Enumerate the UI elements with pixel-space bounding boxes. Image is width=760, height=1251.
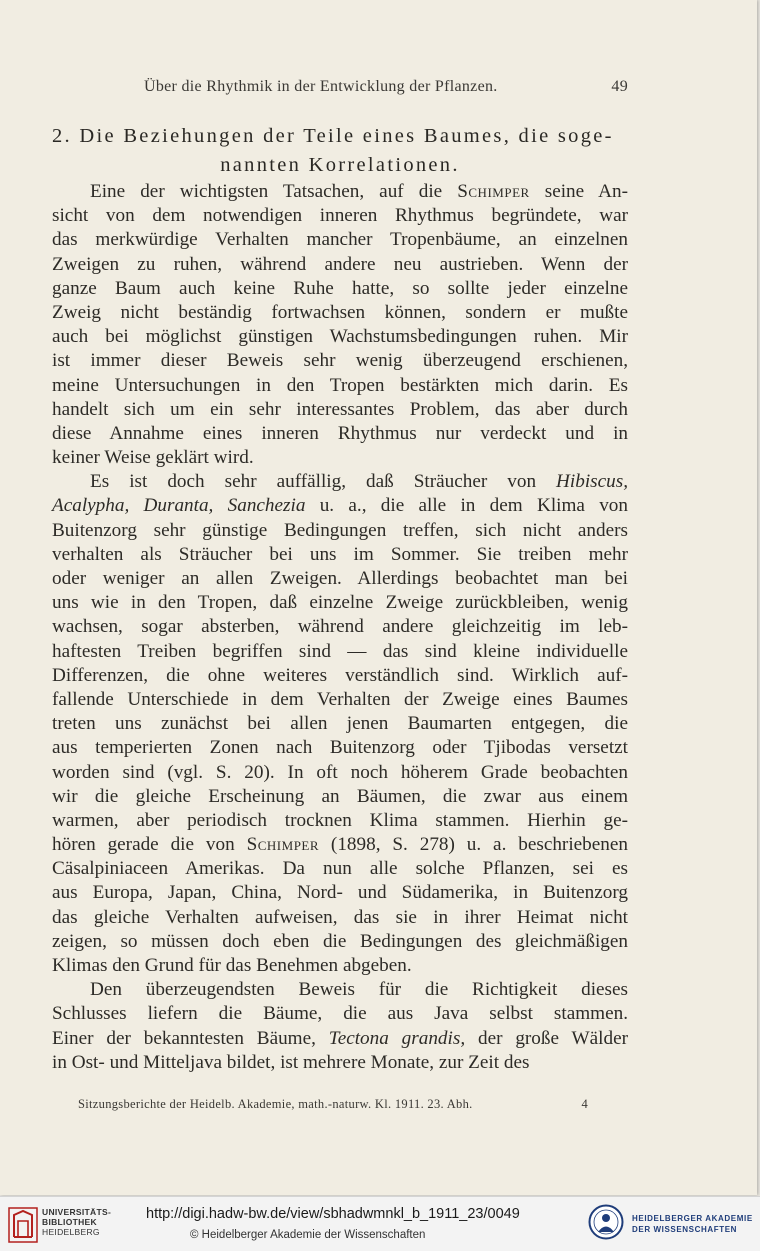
body-line	[52, 494, 628, 518]
body-line	[52, 253, 628, 277]
body-line	[52, 374, 628, 398]
text-run: worden sind (vgl. S. 20). In oft noch höherem Grade beobachten	[52, 761, 628, 783]
signature-mark: 4	[581, 1097, 588, 1111]
section-heading-line-2: nannten Korrelationen.	[220, 154, 460, 176]
text-run: Eine der wichtigsten Tatsachen, auf die	[90, 181, 458, 202]
text-run: das gleiche Verhalten aufweisen, das sie in ihrer Heimat nicht	[52, 906, 628, 928]
text-run: meine Untersuchungen in den Tropen bestärkten mich darin. Es	[52, 374, 628, 396]
text-run: in Ost- und Mitteljava bildet, ist mehrere Monate, zur Zeit des	[52, 1051, 530, 1073]
academy-seal-icon	[588, 1204, 624, 1240]
text-run: aus Europa, Japan, China, Nord- und Südamerika, in Buitenzorg	[52, 882, 628, 904]
university-library-name	[42, 1207, 111, 1237]
text-run: ganze Baum auch keine Ruhe hatte, so sollte jeder einzelne	[52, 277, 628, 299]
running-head	[52, 78, 628, 100]
body-text	[52, 180, 628, 1075]
body-line	[52, 664, 628, 688]
text-run: Zweig nicht beständig fortwachsen können, sondern er mußte	[52, 301, 628, 323]
text-run: (1898, S. 278) u. a. beschriebenen	[319, 834, 628, 856]
body-line	[52, 615, 628, 639]
body-line	[52, 785, 628, 809]
body-line	[52, 761, 628, 785]
text-run: sicht von dem notwendigen inneren Rhythmus begründete, war	[52, 205, 628, 227]
body-line	[52, 470, 628, 494]
viewer-footer-strip	[0, 1196, 760, 1251]
university-library-mark-icon	[8, 1207, 38, 1243]
body-line	[52, 881, 628, 905]
body-line	[52, 446, 628, 470]
text-run: Differenzen, die ohne weiteres verständlich sind. Wirklich auf-	[52, 664, 628, 686]
body-line	[52, 277, 628, 301]
taxon-name: Acalypha, Duranta, Sanchezia	[52, 495, 306, 517]
text-run: wir die gleiche Erscheinung an Bäumen, die zwar aus einem	[52, 785, 628, 807]
text-run: oder weniger an allen Zweigen. Allerdings beobachtet man bei	[52, 568, 628, 589]
body-line	[52, 1027, 628, 1051]
author-name: Schimper	[457, 181, 530, 202]
library-logo-line: HEIDELBERG	[42, 1227, 100, 1237]
text-run: Es ist doch sehr auffällig, daß Sträucher von	[90, 471, 557, 493]
text-run: fallende Unterschiede in dem Verhalten der Zweige eines Baumes	[52, 688, 628, 710]
body-line	[52, 688, 628, 712]
text-run: uns wie in den Tropen, daß einzelne Zweige zurückbleiben, wenig	[52, 592, 628, 614]
copyright-notice: © Heidelberger Akademie der Wissenschaften	[190, 1229, 426, 1241]
body-line	[52, 930, 628, 954]
body-line	[52, 519, 628, 543]
text-run: treten uns zunächst bei allen jenen Baumarten entgegen, die	[52, 713, 628, 735]
body-line	[52, 422, 628, 446]
body-line	[52, 640, 628, 664]
text-run: handelt sich um ein sehr interessantes Problem, das aber durch	[52, 398, 628, 420]
text-run: ist immer dieser Beweis sehr wenig überzeugend erschienen,	[52, 350, 628, 372]
text-run: Klimas den Grund für das Benehmen abgeben.	[52, 955, 412, 976]
footer-note	[78, 1097, 588, 1112]
academy-logo-line: DER WISSENSCHAFTEN	[632, 1225, 738, 1234]
section-heading-line-1: 2. Die Beziehungen der Teile eines Baumes, die soge-	[52, 125, 614, 147]
body-line	[52, 954, 628, 978]
university-library-logo[interactable]	[8, 1205, 128, 1245]
text-run: Buitenzorg sehr günstige Bedingungen treffen, sich nicht anders	[52, 519, 628, 541]
body-line	[52, 301, 628, 325]
academy-logo[interactable]	[586, 1203, 758, 1245]
body-line	[52, 906, 628, 930]
body-line	[52, 398, 628, 422]
taxon-name: Hibiscus,	[556, 471, 628, 493]
body-line	[52, 591, 628, 615]
library-logo-line: UNIVERSITÄTS-	[42, 1207, 112, 1217]
body-line	[52, 228, 628, 252]
section-heading	[52, 122, 628, 180]
text-run: diese Annahme eines inneren Rhythmus nur verdeckt und in	[52, 422, 628, 444]
permalink-url[interactable]: http://digi.hadw-bw.de/view/sbhadwmnkl_b_1911_23/0049	[146, 1206, 520, 1222]
text-run: seine An-	[529, 181, 628, 202]
text-run: zeigen, so müssen doch eben die Bedingungen des gleichmäßigen	[52, 930, 628, 952]
text-run: Den überzeugendsten Beweis für die Richtigkeit dieses	[90, 979, 628, 1001]
text-run: aus temperierten Zonen nach Buitenzorg oder Tjibodas versetzt	[52, 737, 628, 759]
page-number: 49	[611, 78, 628, 95]
body-line	[52, 1002, 628, 1026]
text-run: auch bei möglichst günstigen Wachstumsbedingungen ruhen. Mir	[52, 326, 628, 348]
running-head-title: Über die Rhythmik in der Entwicklung der Pflanzen.	[144, 78, 498, 95]
text-run: Schlusses liefern die Bäume, die aus Java selbst stammen.	[52, 1003, 628, 1025]
body-line	[52, 204, 628, 228]
author-name: Schimper	[246, 834, 320, 856]
text-run: wachsen, sogar absterben, während andere gleichzeitig im leb-	[52, 616, 628, 638]
body-line	[52, 809, 628, 833]
body-line	[52, 736, 628, 760]
text-run: Zweigen zu ruhen, während andere neu austrieben. Wenn der	[52, 253, 628, 275]
taxon-name: Tectona grandis,	[328, 1027, 466, 1049]
text-run: keiner Weise geklärt wird.	[52, 447, 254, 469]
text-run: hören gerade die von	[52, 834, 247, 856]
footer-citation: Sitzungsberichte der Heidelb. Akademie, math.-naturw. Kl. 1911. 23. Abh.	[78, 1097, 473, 1111]
body-line	[52, 567, 628, 591]
text-run: u. a., die alle in dem Klima von	[305, 495, 628, 517]
body-line	[52, 180, 628, 204]
body-line	[52, 325, 628, 349]
academy-name	[632, 1213, 753, 1235]
body-line	[52, 349, 628, 373]
academy-logo-line: HEIDELBERGER AKADEMIE	[632, 1214, 753, 1223]
text-run: der große Wälder	[465, 1027, 628, 1049]
text-run: haftesten Treiben begriffen sind — das sind kleine individuelle	[52, 640, 628, 662]
text-run: verhalten als Sträucher bei uns im Sommer. Sie treiben mehr	[52, 543, 628, 565]
body-line	[52, 857, 628, 881]
library-logo-line: BIBLIOTHEK	[42, 1217, 97, 1227]
body-line	[52, 543, 628, 567]
body-line	[52, 978, 628, 1002]
body-line	[52, 833, 628, 857]
text-run: Einer der bekanntesten Bäume,	[52, 1027, 329, 1049]
body-line	[52, 712, 628, 736]
text-run: warmen, aber periodisch trocknen Klima stammen. Hierhin ge-	[52, 809, 628, 831]
text-run: Cäsalpiniaceen Amerikas. Da nun alle solche Pflanzen, sei es	[52, 858, 628, 880]
body-line	[52, 1051, 628, 1075]
text-run: das merkwürdige Verhalten mancher Tropenbäume, an einzelnen	[52, 229, 628, 251]
